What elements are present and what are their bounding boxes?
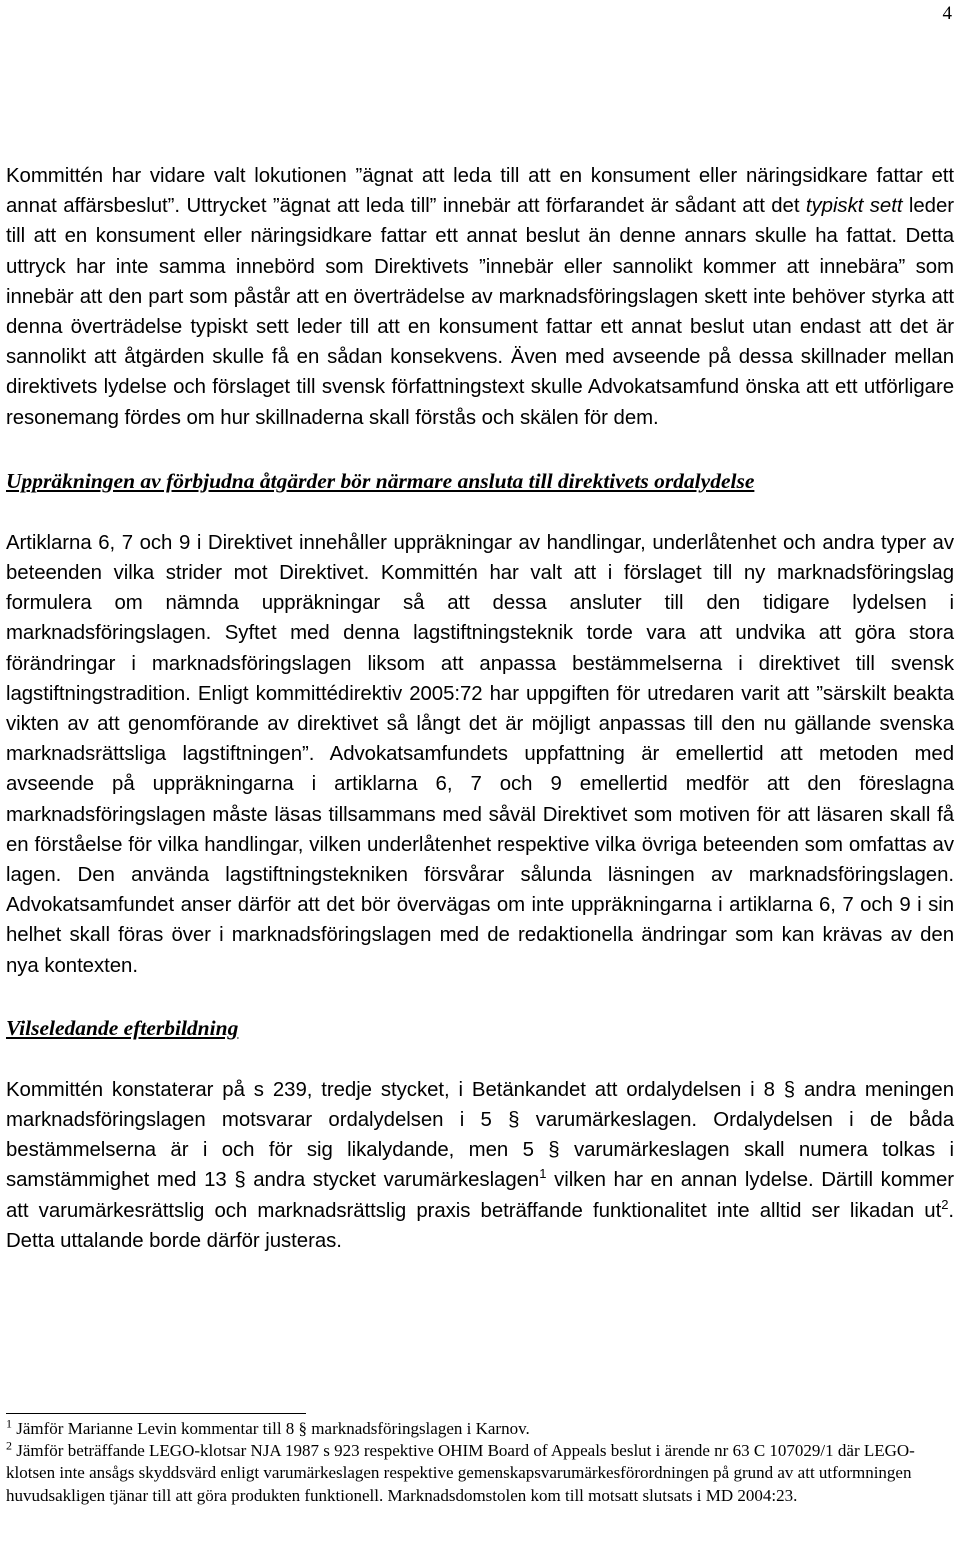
footnote-text: Jämför beträffande LEGO-klotsar NJA 1987 s 923 respektive OHIM Board of Appeals beslut i ärende nr 63 C 107029/1 där LEGO-klotsen inte ansågs skyddsvärd enligt varumärkeslagen respektive gemenskapsvarumärkesförordningen på grund av att utformningen huvudsakligen tjänar till att göra produkten funktionell. Marknadsdomstolen kom till motsatt slutsats i MD 2004:23.: [6, 1441, 915, 1505]
footnote-text: Jämför Marianne Levin kommentar till 8 § marknadsföringslagen i Karnov.: [12, 1419, 530, 1438]
paragraph-text: vilken har en annan lydelse. Därtill kommer att varumärkesrättslig och marknadsrättslig praxis beträffande funktionalitet inte alltid ser likadan ut: [6, 1169, 955, 1222]
footnote-ref-1: 1: [539, 1166, 547, 1182]
document-body: [6, 161, 954, 1256]
paragraph-upprakningar: Artiklarna 6, 7 och 9 i Direktivet innehåller uppräkningar av handlingar, underlåtenhet och andra typer av beteenden vilka strider mot Direktivet. Kommittén har valt att i förslaget till ny marknadsföringslag formulera om nämnda uppräkningar så att dessa ansluter till den tidigare lydelsen i marknadsföringslagen. Syftet med denna lagstiftningsteknik torde vara att undvika att göra stora förändringar i marknadsföringslagen liksom att anpassa bestämmelserna i direktivet till svensk lagstiftningstradition. Enligt kommittédirektiv 2005:72 har uppgiften för utredaren varit att ”särskilt beakta vikten av att genomförande av direktivet så långt det är möjligt anpassas till den nu gällande svenska marknadsrättsliga lagstiftningen”. Advokatsamfundets uppfattning är emellertid att metoden med avseende på uppräkningarna i artiklarna 6, 7 och 9 emellertid medför att den föreslagna marknadsföringslagen måste läsas tillsammans med såväl Direktivet som motiven för att läsaren skall få en förståelse för vilka handlingar, vilken underlåtenhet respektive vilka övriga beteenden som omfattas av lagen. Den använda lagstiftningstekniken försvårar sålunda läsningen av marknadsföringslagen. Advokatsamfundet anser därför att det bör övervägas om inte uppräkningarna i artiklarna 6, 7 och 9 i sin helhet skall föras över i marknadsföringslagen med de redaktionella ändringar som kan krävas av den nya kontexten.: [6, 531, 954, 977]
footnote-number: 1: [6, 1416, 12, 1431]
footnote-1: [6, 1418, 954, 1440]
paragraph-lokution: [6, 161, 954, 433]
footnote-ref-2: 2: [941, 1196, 949, 1212]
paragraph-text: Kommittén har vidare valt lokutionen ”ägnat att leda till att en konsument eller näringsidkare fattar ett annat affärsbeslut”. Uttrycket ”ägnat att leda till” innebär att förfarandet är sådant att det: [6, 165, 954, 218]
paragraph-text: Kommittén konstaterar på s 239, tredje stycket, i Betänkandet att ordalydelsen i 8 § andra meningen marknadsföringslagen motsvarar ordalydelsen i 5 § varumärkeslagen. Ordalydelsen i de båda bestämmelserna är i och för sig likalydande, men 5 § varumärkeslagen skall numera tolkas i samstämmighet med 13 § andra stycket varumärkeslagen: [6, 1078, 954, 1192]
emphasis-typiskt-sett: typiskt sett: [805, 195, 903, 218]
section-heading-vilseledande: Vilseledande efterbildning: [6, 1015, 239, 1040]
footnote-number: 2: [6, 1438, 12, 1453]
footnote-separator: [6, 1413, 306, 1414]
footnotes: [6, 1418, 954, 1507]
paragraph-text: leder till att en konsument eller näringsidkare fattar ett annat beslut än denne annars skulle ha fattat. Detta uttryck har inte samma innebörd som Direktivets ”innebär eller sannolikt kommer att innebära” som innebär att den part som påstår att en överträdelse av marknadsföringslagen skett inte behöver styrka att denna överträdelse typiskt sett leder till att en konsument fattar ett annat beslut utan endast att det är sannolikt att åtgärden skulle få en sådan konsekvens. Även med avseende på dessa skillnader mellan direktivets lydelse och förslaget till svensk författningstext skulle Advokatsamfund önska att ett utförligare resonemang fördes om hur skillnaderna skall förstås och skälen för dem.: [6, 195, 955, 429]
paragraph-efterbildning: [6, 1075, 954, 1256]
page-number: 4: [942, 3, 952, 24]
paragraph-text: . Detta uttalande borde därför justeras.: [6, 1199, 954, 1252]
section-heading-upprakningen: Uppräkningen av förbjudna åtgärder bör närmare ansluta till direktivets ordalydelse: [6, 468, 755, 493]
footnote-2: [6, 1440, 954, 1507]
